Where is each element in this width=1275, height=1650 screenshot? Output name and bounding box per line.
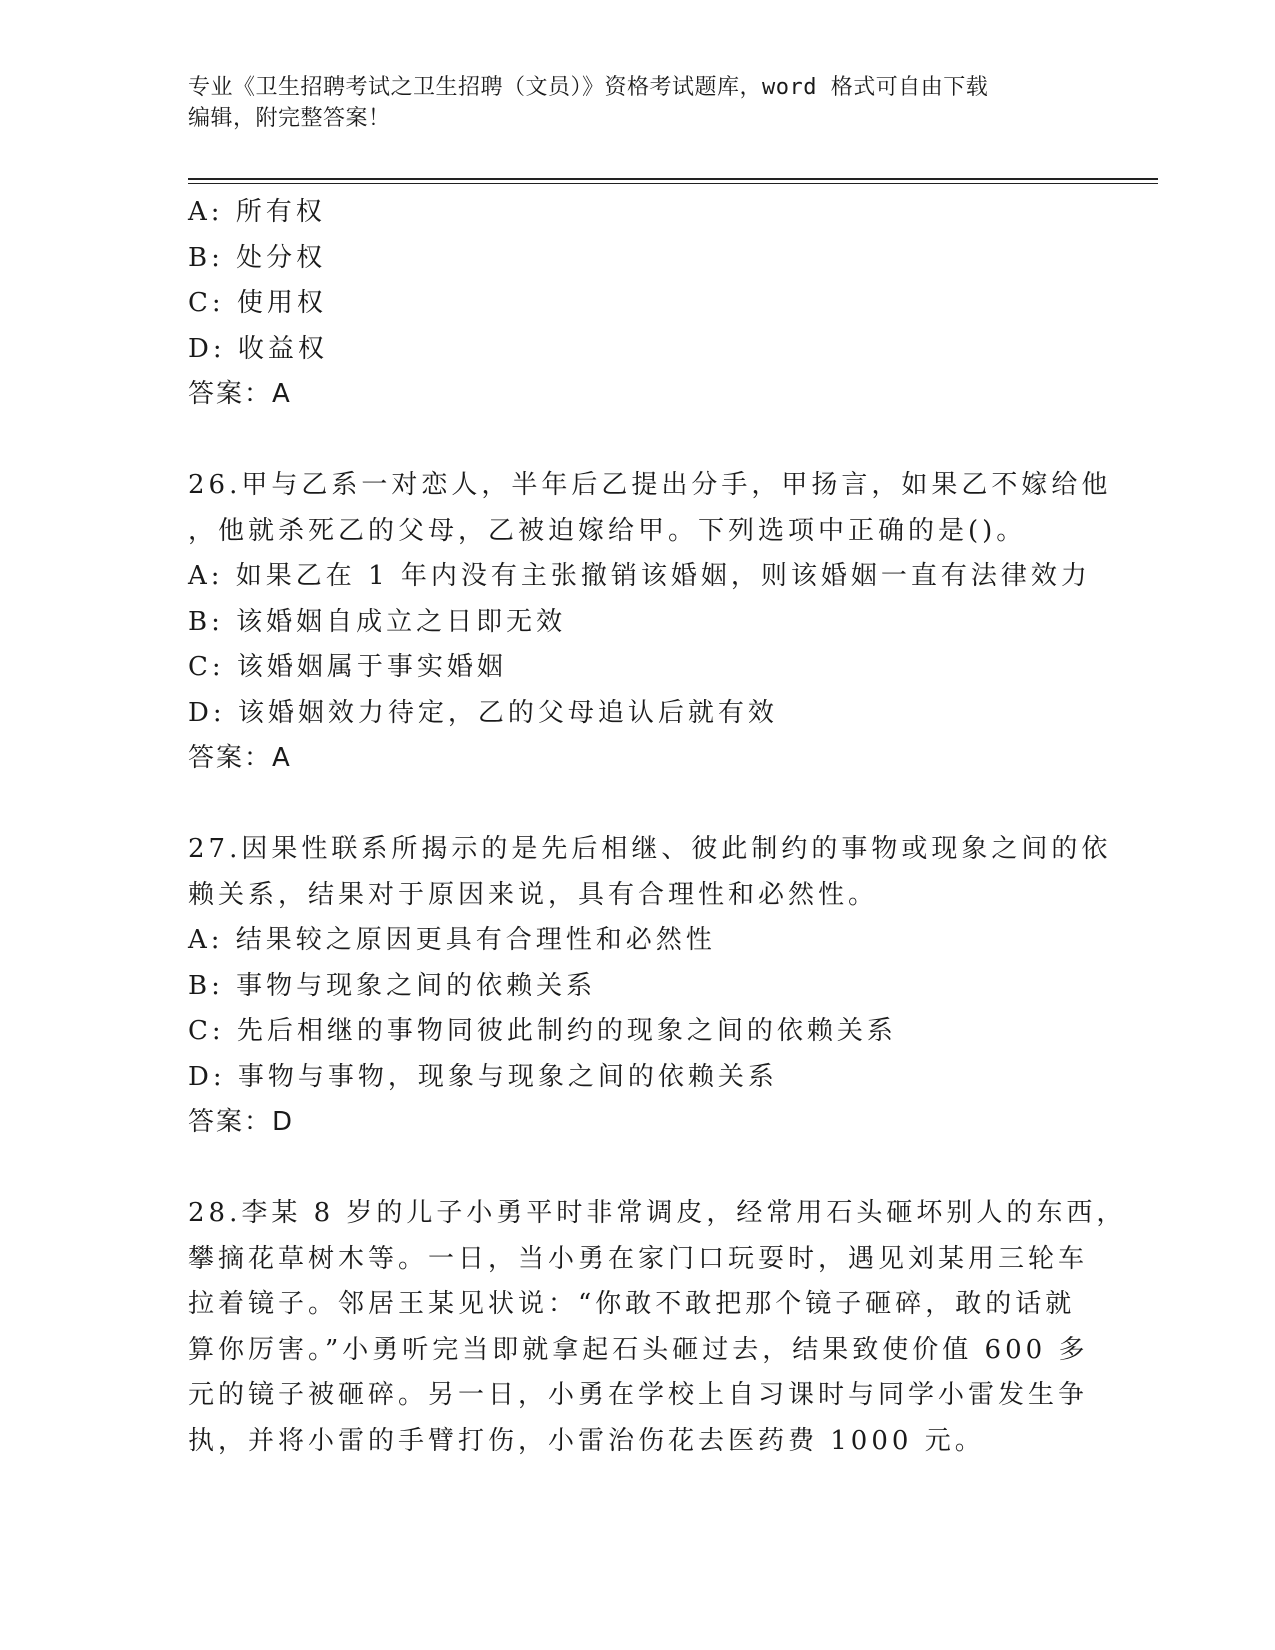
option-a: A: 所有权 [188,197,326,227]
question-27 [188,827,1112,1146]
question-28 [188,1191,1127,1464]
question-stem-line: 拉着镜子。邻居王某见状说：“你敢不敢把那个镜子砸碎，敢的话就 [188,1289,1076,1319]
option-d: D: 该婚姻效力待定，乙的父母追认后就有效 [188,697,778,728]
question-stem-line: 27.因果性联系所揭示的是先后相继、彼此制约的事物或现象之间的依 [188,834,1112,864]
question-25 [188,190,1088,418]
question-stem-line: 元的镜子被砸碎。另一日，小勇在学校上自习课时与同学小雷发生争 [188,1380,1089,1410]
answer: 答案：D [188,1107,295,1137]
header-rule-thick [188,178,1158,180]
option-b: B: 事物与现象之间的依赖关系 [188,970,597,1001]
question-stem-line: ，他就杀死乙的父母，乙被迫嫁给甲。下列选项中正确的是()。 [188,515,1027,546]
option-c: C: 先后相继的事物同彼此制约的现象之间的依赖关系 [188,1016,897,1046]
document-body [188,190,1127,1464]
question-stem-line: 执，并将小雷的手臂打伤，小雷治伤花去医药费 1000 元。 [188,1425,985,1456]
header-rule-thin [188,183,1158,184]
header-line-2: 编辑，附完整答案！ [188,106,391,131]
option-a: A: 如果乙在 1 年内没有主张撤销该婚姻，则该婚姻一直有法律效力 [188,561,1091,591]
question-stem-line: 赖关系，结果对于原因来说，具有合理性和必然性。 [188,879,879,910]
spacer [188,1146,1088,1192]
question-stem-line: 26.甲与乙系一对恋人，半年后乙提出分手，甲扬言，如果乙不嫁给他 [188,470,1112,500]
question-stem-line: 28.李某 8 岁的儿子小勇平时非常调皮，经常用石头砸坏别人的东西， [188,1198,1127,1228]
spacer [188,782,1088,828]
question-26 [188,463,1112,782]
option-d: D: 事物与事物，现象与现象之间的依赖关系 [188,1061,778,1092]
option-d: D: 收益权 [188,333,328,364]
option-c: C: 使用权 [188,288,327,318]
option-b: B: 处分权 [188,242,327,273]
option-c: C: 该婚姻属于事实婚姻 [188,652,507,682]
option-a: A: 结果较之原因更具有合理性和必然性 [188,925,716,955]
option-b: B: 该婚姻自成立之日即无效 [188,606,567,637]
spacer [188,418,1088,464]
answer: 答案：A [188,379,292,409]
answer: 答案：A [188,743,292,773]
question-stem-line: 攀摘花草树木等。一日，当小勇在家门口玩耍时，遇见刘某用三轮车 [188,1243,1089,1274]
header-line-1: 专业《卫生招聘考试之卫生招聘（文员）》资格考试题库，word 格式可自由下载 [188,75,989,100]
question-stem-line: 算你厉害。”小勇听完当即就拿起石头砸过去，结果致使价值 600 多 [188,1334,1089,1365]
document-header [188,72,1088,134]
